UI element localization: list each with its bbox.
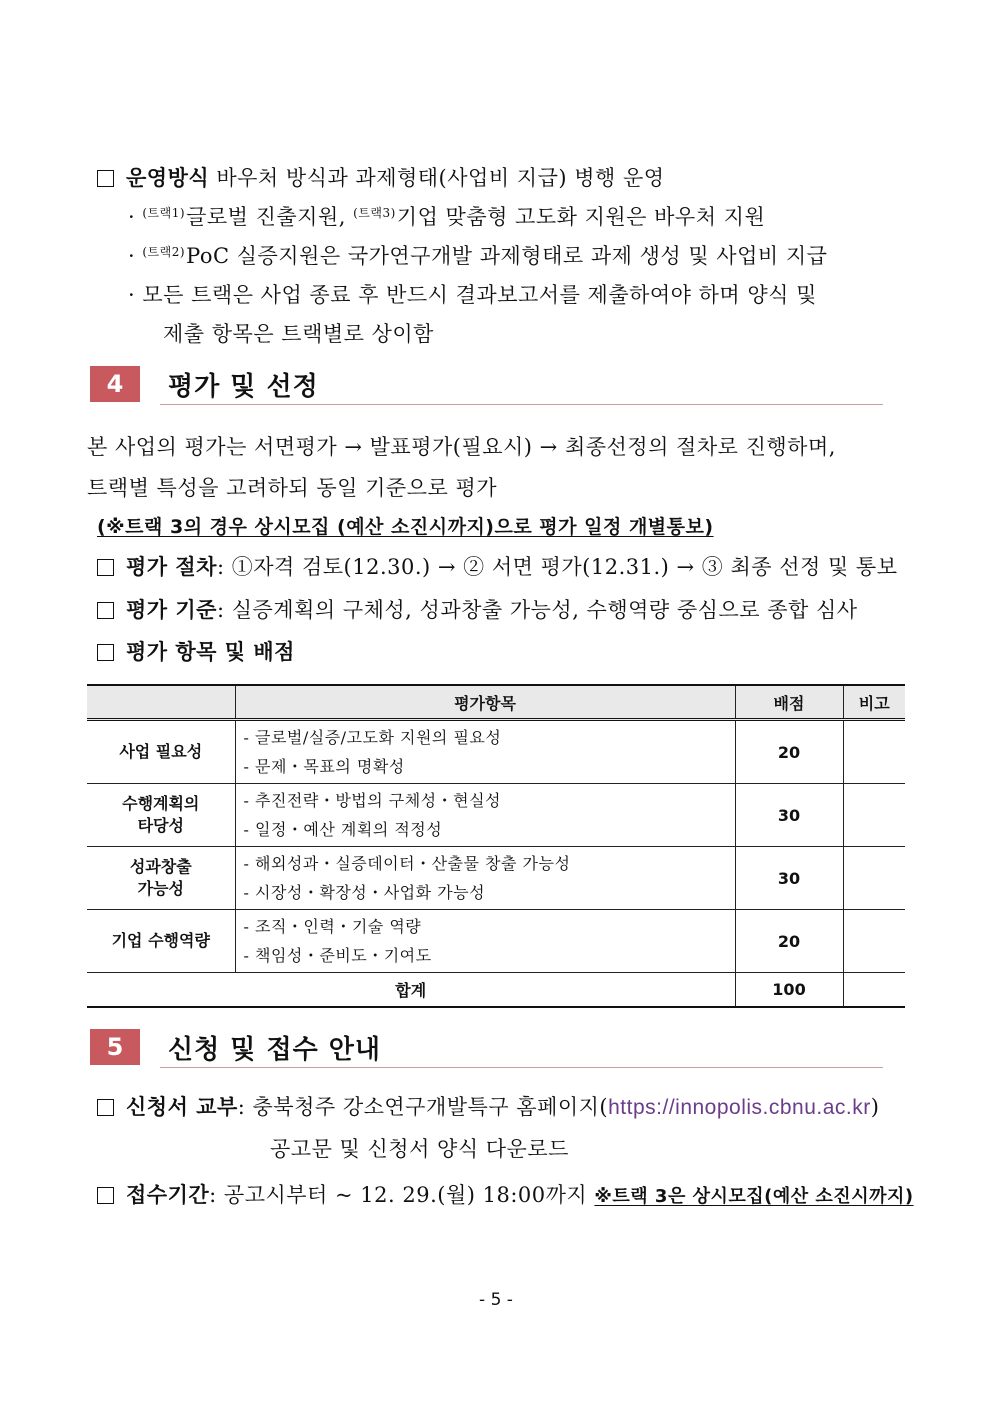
header-note: 비고 [843, 685, 905, 720]
ops-bullet-3-cont: 제출 항목은 트랙별로 상이함 [163, 322, 434, 346]
table-row [87, 847, 905, 910]
total-score: 100 [735, 973, 843, 1008]
row-score: 30 [735, 784, 843, 847]
total-note [843, 973, 905, 1008]
checkbox-icon [97, 1187, 114, 1204]
table-row [87, 784, 905, 847]
ops-bullet-2: · $^{(트랙2)}$PoC 실증지원은 국가연구개발 과제형태로 과제 생성 및 사업비 지급 [128, 244, 828, 268]
checkbox-icon [97, 644, 114, 661]
ops-heading [97, 162, 665, 192]
track1-tag: (트랙1) [142, 206, 186, 220]
row-items: - 추진전략・방법의 구체성・현실성 - 일정・예산 계획의 적정성 [235, 784, 735, 847]
row-note [843, 847, 905, 910]
eval-procedure: 평가 절차: ①자격 검토(12.30.) → ② 서면 평가(12.31.) → ③ 최종 선정 및 통보 [97, 551, 898, 581]
form-distribution-cont: 공고문 및 신청서 양식 다운로드 [270, 1137, 569, 1161]
header-empty [87, 685, 235, 720]
eval-criteria: 평가 기준: 실증계획의 구체성, 성과창출 가능성, 수행역량 중심으로 종합 심사 [97, 594, 858, 624]
page-number: - 5 - [479, 1290, 513, 1310]
checkbox-icon [97, 170, 114, 187]
row-category: 사업 필요성 [87, 720, 235, 784]
table-row [87, 910, 905, 973]
section-5-title: 신청 및 접수 안내 [168, 1035, 381, 1065]
checkbox-icon [97, 602, 114, 619]
section-4-rule [160, 404, 883, 405]
row-category: 기업 수행역량 [87, 910, 235, 973]
row-score: 30 [735, 847, 843, 910]
total-label: 합계 [87, 973, 735, 1008]
period-note: ※트랙 3은 상시모집(예산 소진시까지) [594, 1186, 914, 1207]
row-items: - 조직・인력・기술 역량 - 책임성・준비도・기여도 [235, 910, 735, 973]
form-distribution: 신청서 교부: 충북청주 강소연구개발특구 홈페이지(https://innopolis.cbnu.ac.kr) [97, 1091, 879, 1121]
sec4-intro-2: 트랙별 특성을 고려하되 동일 기준으로 평가 [87, 476, 498, 500]
header-item: 평가항목 [235, 685, 735, 720]
row-score: 20 [735, 910, 843, 973]
ops-bullet-1: · $^{(트랙1)}$글로벌 진출지원, $^{(트랙3)}$기업 맞춤형 고도화 지원은 바우처 지원 [128, 205, 766, 229]
row-note [843, 910, 905, 973]
ops-bullet-3: · 모든 트랙은 사업 종료 후 반드시 결과보고서를 제출하여야 하며 양식 및 [128, 283, 817, 307]
table-row [87, 720, 905, 784]
evaluation-table [87, 684, 905, 1008]
checkbox-icon [97, 1099, 114, 1116]
section-5-rule [160, 1067, 883, 1068]
track2-tag: (트랙2) [142, 245, 186, 259]
table-header-row [87, 685, 905, 720]
row-category: 성과창출 가능성 [87, 847, 235, 910]
row-score: 20 [735, 720, 843, 784]
sec4-intro-1: 본 사업의 평가는 서면평가 → 발표평가(필요시) → 최종선정의 절차로 진행하며, [87, 435, 836, 459]
submission-period: 접수기간: 공고시부터 ~ 12. 29.(월) 18:00까지 ※트랙 3은 상시모집(예산 소진시까지) [97, 1179, 914, 1209]
row-items: - 글로벌/실증/고도화 지원의 필요성 - 문제・목표의 명확성 [235, 720, 735, 784]
sec4-notice: (※트랙 3의 경우 상시모집 (예산 소진시까지)으로 평가 일정 개별통보) [97, 516, 714, 538]
eval-items-heading: 평가 항목 및 배점 [97, 636, 295, 666]
track3-tag: (트랙3) [353, 206, 396, 220]
row-category: 수행계획의 타당성 [87, 784, 235, 847]
row-items: - 해외성과・실증데이터・산출물 창출 가능성 - 시장성・확장성・사업화 가능성 [235, 847, 735, 910]
section-5-number: 5 [90, 1029, 140, 1065]
homepage-link[interactable]: https://innopolis.cbnu.ac.kr [608, 1096, 871, 1119]
row-note [843, 784, 905, 847]
checkbox-icon [97, 559, 114, 576]
table-total-row [87, 973, 905, 1008]
section-4-title: 평가 및 선정 [168, 372, 319, 402]
ops-title: 운영방식 [126, 166, 210, 190]
row-note [843, 720, 905, 784]
ops-desc: 바우처 방식과 과제형태(사업비 지급) 병행 운영 [216, 166, 665, 190]
section-4-number: 4 [90, 366, 140, 402]
header-score: 배점 [735, 685, 843, 720]
